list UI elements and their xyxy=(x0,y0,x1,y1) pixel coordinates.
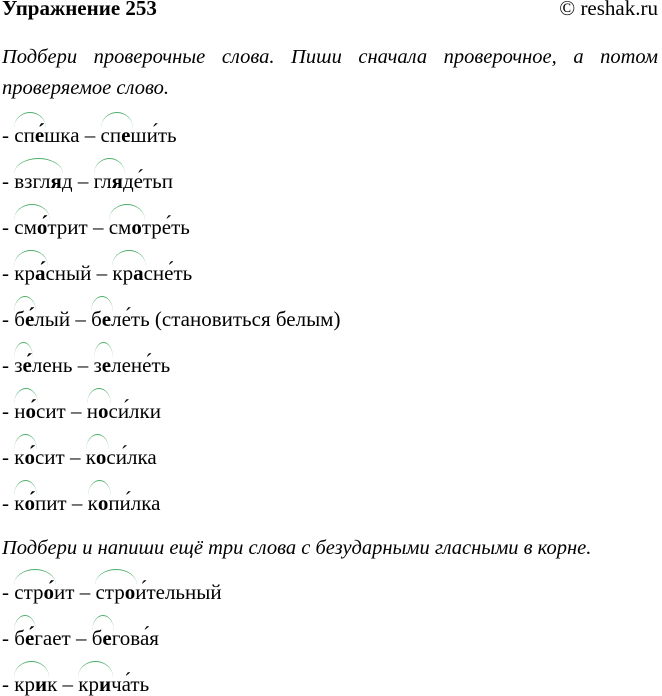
root-arc xyxy=(92,615,114,631)
root-arc xyxy=(112,250,146,266)
root-vowel: о́ xyxy=(43,580,55,604)
root-vowel: е xyxy=(101,307,112,331)
root-arc xyxy=(14,661,49,677)
checked-word: зелене́ть xyxy=(94,353,171,377)
header xyxy=(0,0,662,28)
extra-pair-1: - стро́ит – строи́тельный xyxy=(2,580,222,604)
root-vowel: а xyxy=(133,261,144,285)
checked-word: строи́тельный xyxy=(95,580,221,604)
root-vowel: о xyxy=(131,215,142,239)
checked-word: коси́лка xyxy=(86,445,157,469)
test-word: ко́пит xyxy=(14,491,66,515)
checked-word: копи́лка xyxy=(88,491,161,515)
root-arc xyxy=(94,158,125,174)
main-pair-5: - бе́лый – беле́ть (становиться белым) xyxy=(2,307,340,331)
test-word: крик xyxy=(14,672,57,696)
test-word: стро́ит xyxy=(14,580,74,604)
main-pair-2: - взгляд – гляде́тьп xyxy=(2,169,173,193)
root-arc xyxy=(109,204,145,220)
root-arc xyxy=(95,569,137,585)
test-word: смо́трит xyxy=(14,215,87,239)
test-word: зе́лень xyxy=(14,353,72,377)
checked-word: красне́ть xyxy=(112,261,192,285)
root-vowel: о́ xyxy=(36,215,48,239)
root-vowel: я xyxy=(111,169,123,193)
exercise-title: Упражнение 253 xyxy=(2,0,157,20)
checked-word: беле́ть xyxy=(91,307,150,331)
root-vowel: и xyxy=(34,672,48,696)
checked-word: крича́ть xyxy=(78,672,149,696)
root-vowel: о xyxy=(97,491,109,515)
root-vowel: о xyxy=(95,445,107,469)
root-vowel: е́ xyxy=(22,353,32,377)
test-word: кра́сный xyxy=(14,261,91,285)
root-vowel: е xyxy=(101,353,112,377)
test-word: взгляд xyxy=(14,169,72,193)
checked-word: гляде́тьп xyxy=(94,169,173,193)
root-vowel: е xyxy=(121,123,131,147)
test-word: бе́гает xyxy=(14,626,70,650)
checked-word: носи́лки xyxy=(87,399,161,423)
root-vowel: е xyxy=(102,626,112,650)
task-instruction-2: Подбери и напиши ещё три слова с безударными гласными в корне. xyxy=(2,537,592,559)
root-arc xyxy=(14,615,36,631)
root-vowel: и xyxy=(98,672,112,696)
test-word: спе́шка xyxy=(14,123,79,147)
extra-pair-3: - крик – крича́ть xyxy=(2,672,149,696)
root-vowel: я xyxy=(50,169,62,193)
root-arc xyxy=(14,434,37,450)
root-arc xyxy=(14,480,37,496)
root-arc xyxy=(91,296,113,312)
root-arc xyxy=(14,342,33,358)
main-pair-7: - но́сит – носи́лки xyxy=(2,399,161,423)
root-vowel: о́ xyxy=(24,445,35,469)
root-arc xyxy=(14,112,46,128)
root-arc xyxy=(14,388,38,404)
main-pair-1: - спе́шка – спеши́ть xyxy=(2,123,177,147)
main-pair-3: - смо́трит – смотре́ть xyxy=(2,215,190,239)
root-arc xyxy=(88,480,111,496)
main-pair-4: - кра́сный – красне́ть xyxy=(2,261,192,285)
root-arc xyxy=(78,661,113,677)
root-arc xyxy=(14,569,56,585)
root-arc xyxy=(86,434,109,450)
root-vowel: е́ xyxy=(24,626,35,650)
test-word: но́сит xyxy=(14,399,66,423)
root-vowel: о́ xyxy=(24,491,35,515)
root-vowel: о xyxy=(98,399,109,423)
root-vowel: е́ xyxy=(24,307,35,331)
root-arc xyxy=(14,158,63,174)
root-vowel: а́ xyxy=(34,261,46,285)
root-arc xyxy=(101,112,133,128)
site-credit: © reshak.ru xyxy=(559,0,658,20)
main-pair-9: - ко́пит – копи́лка xyxy=(2,491,160,515)
root-arc xyxy=(94,342,113,358)
root-arc xyxy=(14,250,48,266)
checked-word: бегова́я xyxy=(92,626,159,650)
task-instruction-1: Подбери проверочные слова. Пиши сначала проверочное, а потом проверяемое слово. xyxy=(2,46,658,99)
root-arc xyxy=(87,388,111,404)
root-vowel: о́ xyxy=(25,399,36,423)
main-pair-8: - ко́сит – коси́лка xyxy=(2,445,157,469)
root-vowel: о xyxy=(124,580,136,604)
root-vowel: е́ xyxy=(34,123,45,147)
note: (становиться белым) xyxy=(149,307,341,331)
main-pair-6: - зе́лень – зелене́ть xyxy=(2,353,170,377)
checked-word: спеши́ть xyxy=(101,123,177,147)
root-arc xyxy=(14,204,50,220)
test-word: бе́лый xyxy=(14,307,70,331)
test-word: ко́сит xyxy=(14,445,64,469)
root-arc xyxy=(14,296,36,312)
checked-word: смотре́ть xyxy=(109,215,190,239)
extra-pair-2: - бе́гает – бегова́я xyxy=(2,626,159,650)
